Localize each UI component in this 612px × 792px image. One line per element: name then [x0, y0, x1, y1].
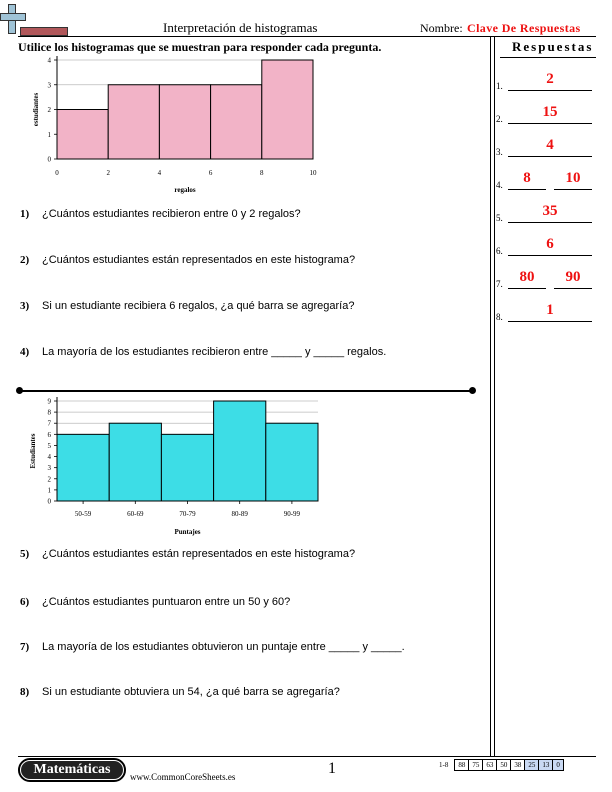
answer-number: 8.: [496, 312, 503, 322]
score-cell: 50: [497, 760, 511, 771]
x-axis-label: Puntajes: [174, 528, 201, 536]
x-tick-label: 80-89: [231, 510, 248, 518]
answer-number: 4.: [496, 180, 503, 190]
score-cell: 63: [483, 760, 497, 771]
histogram-bar: [109, 423, 161, 501]
y-tick-label: 2: [47, 475, 51, 484]
question-number: 6): [20, 596, 30, 608]
instructions: Utilice los histogramas que se muestran para responder cada pregunta.: [18, 40, 382, 54]
answer-number: 1.: [496, 81, 503, 91]
score-range: 1-8: [439, 761, 449, 769]
question-text: La mayoría de los estudiantes recibieron entre _____ y _____ regalos.: [42, 346, 387, 358]
answer-value: 6: [546, 236, 554, 252]
brand-label: Matemáticas: [21, 761, 123, 779]
y-tick-label: 2: [47, 106, 51, 114]
y-tick-label: 4: [47, 453, 51, 462]
answer-value: 90: [565, 269, 581, 285]
divider-dot-left: [16, 387, 23, 394]
histogram-bar: [159, 85, 210, 159]
answer-number: 3.: [496, 147, 503, 157]
y-tick-label: 1: [47, 130, 51, 139]
score-cell: 88: [455, 760, 469, 771]
question-text: La mayoría de los estudiantes obtuvieron un puntaje entre _____ y _____.: [42, 641, 405, 653]
x-tick-label: 2: [106, 169, 110, 177]
answer-number: 5.: [496, 213, 503, 223]
question-text: ¿Cuántos estudiantes recibieron entre 0 y 2 regalos?: [42, 208, 301, 220]
question-number: 8): [20, 686, 30, 698]
x-tick-label: 90-99: [283, 510, 301, 518]
answer-value: 80: [519, 269, 535, 285]
x-tick-label: 70-79: [179, 510, 196, 518]
x-tick-label: 60-69: [127, 510, 144, 518]
y-axis-label: Estudiantes: [29, 433, 37, 469]
x-tick-label: 4: [157, 169, 162, 177]
histogram-bar: [57, 110, 108, 160]
answer-number: 6.: [496, 246, 503, 256]
question-number: 1): [20, 208, 30, 220]
answer-value: 15: [542, 104, 558, 120]
histogram-bar: [211, 85, 262, 159]
answer-number: 2.: [496, 114, 503, 124]
histogram-bar: [214, 401, 266, 501]
y-tick-label: 7: [47, 419, 51, 428]
histogram-bar: [57, 434, 109, 501]
histogram-bar: [161, 434, 213, 501]
divider-dot-right: [469, 387, 476, 394]
answer-value: 4: [546, 137, 554, 153]
question-text: ¿Cuántos estudiantes están representados en este histograma?: [42, 548, 356, 560]
answers-title: Respuestas: [512, 39, 594, 54]
site-url: www.CommonCoreSheets.es: [130, 772, 236, 782]
y-tick-label: 0: [47, 155, 51, 164]
x-tick-label: 10: [309, 169, 317, 177]
score-cell: 75: [469, 760, 483, 771]
worksheet-title: Interpretación de histogramas: [163, 20, 318, 35]
question-text: ¿Cuántos estudiantes puntuaron entre un 50 y 60?: [42, 596, 291, 608]
y-tick-label: 6: [47, 430, 51, 439]
footer-divider: [18, 756, 596, 757]
question-number: 3): [20, 300, 30, 312]
score-cell: 0: [553, 760, 564, 771]
x-tick-label: 0: [55, 169, 59, 177]
answer-value: 35: [542, 203, 558, 219]
question-number: 5): [20, 548, 30, 560]
score-cell: 38: [511, 760, 525, 771]
x-tick-label: 6: [208, 169, 213, 177]
section-divider: [20, 390, 472, 392]
name-label: Nombre:: [420, 21, 463, 35]
x-tick-label: 8: [260, 169, 264, 177]
name-value: Clave De Respuestas: [467, 21, 581, 35]
histogram-bar: [108, 85, 159, 159]
y-tick-label: 0: [47, 497, 51, 506]
question-text: ¿Cuántos estudiantes están representados en este histograma?: [42, 254, 356, 266]
y-tick-label: 9: [47, 397, 51, 406]
y-tick-label: 3: [47, 464, 51, 473]
y-tick-label: 8: [47, 408, 51, 417]
y-tick-label: 4: [47, 56, 51, 65]
score-cell: 13: [539, 760, 553, 771]
answer-value: 1: [546, 302, 554, 318]
question-number: 7): [20, 641, 30, 653]
page-number: 1: [328, 760, 336, 777]
answer-value: 8: [523, 170, 531, 186]
answer-value: 2: [546, 71, 554, 87]
question-text: Si un estudiante obtuviera un 54, ¿a qué barra se agregaría?: [42, 686, 340, 698]
question-number: 4): [20, 346, 30, 358]
answer-value: 10: [565, 170, 581, 186]
histogram-bar: [266, 423, 318, 501]
answer-number: 7.: [496, 279, 503, 289]
question-number: 2): [20, 254, 30, 266]
histogram-bar: [262, 60, 313, 159]
question-text: Si un estudiante recibiera 6 regalos, ¿a qué barra se agregaría?: [42, 300, 355, 312]
x-axis-label: regalos: [174, 186, 196, 194]
y-axis-label: estudiantes: [32, 92, 40, 127]
y-tick-label: 3: [47, 81, 51, 90]
y-tick-label: 5: [47, 441, 51, 450]
score-cell: 25: [525, 760, 539, 771]
y-tick-label: 1: [47, 486, 51, 495]
score-table: [436, 759, 564, 771]
x-tick-label: 50-59: [74, 510, 92, 518]
